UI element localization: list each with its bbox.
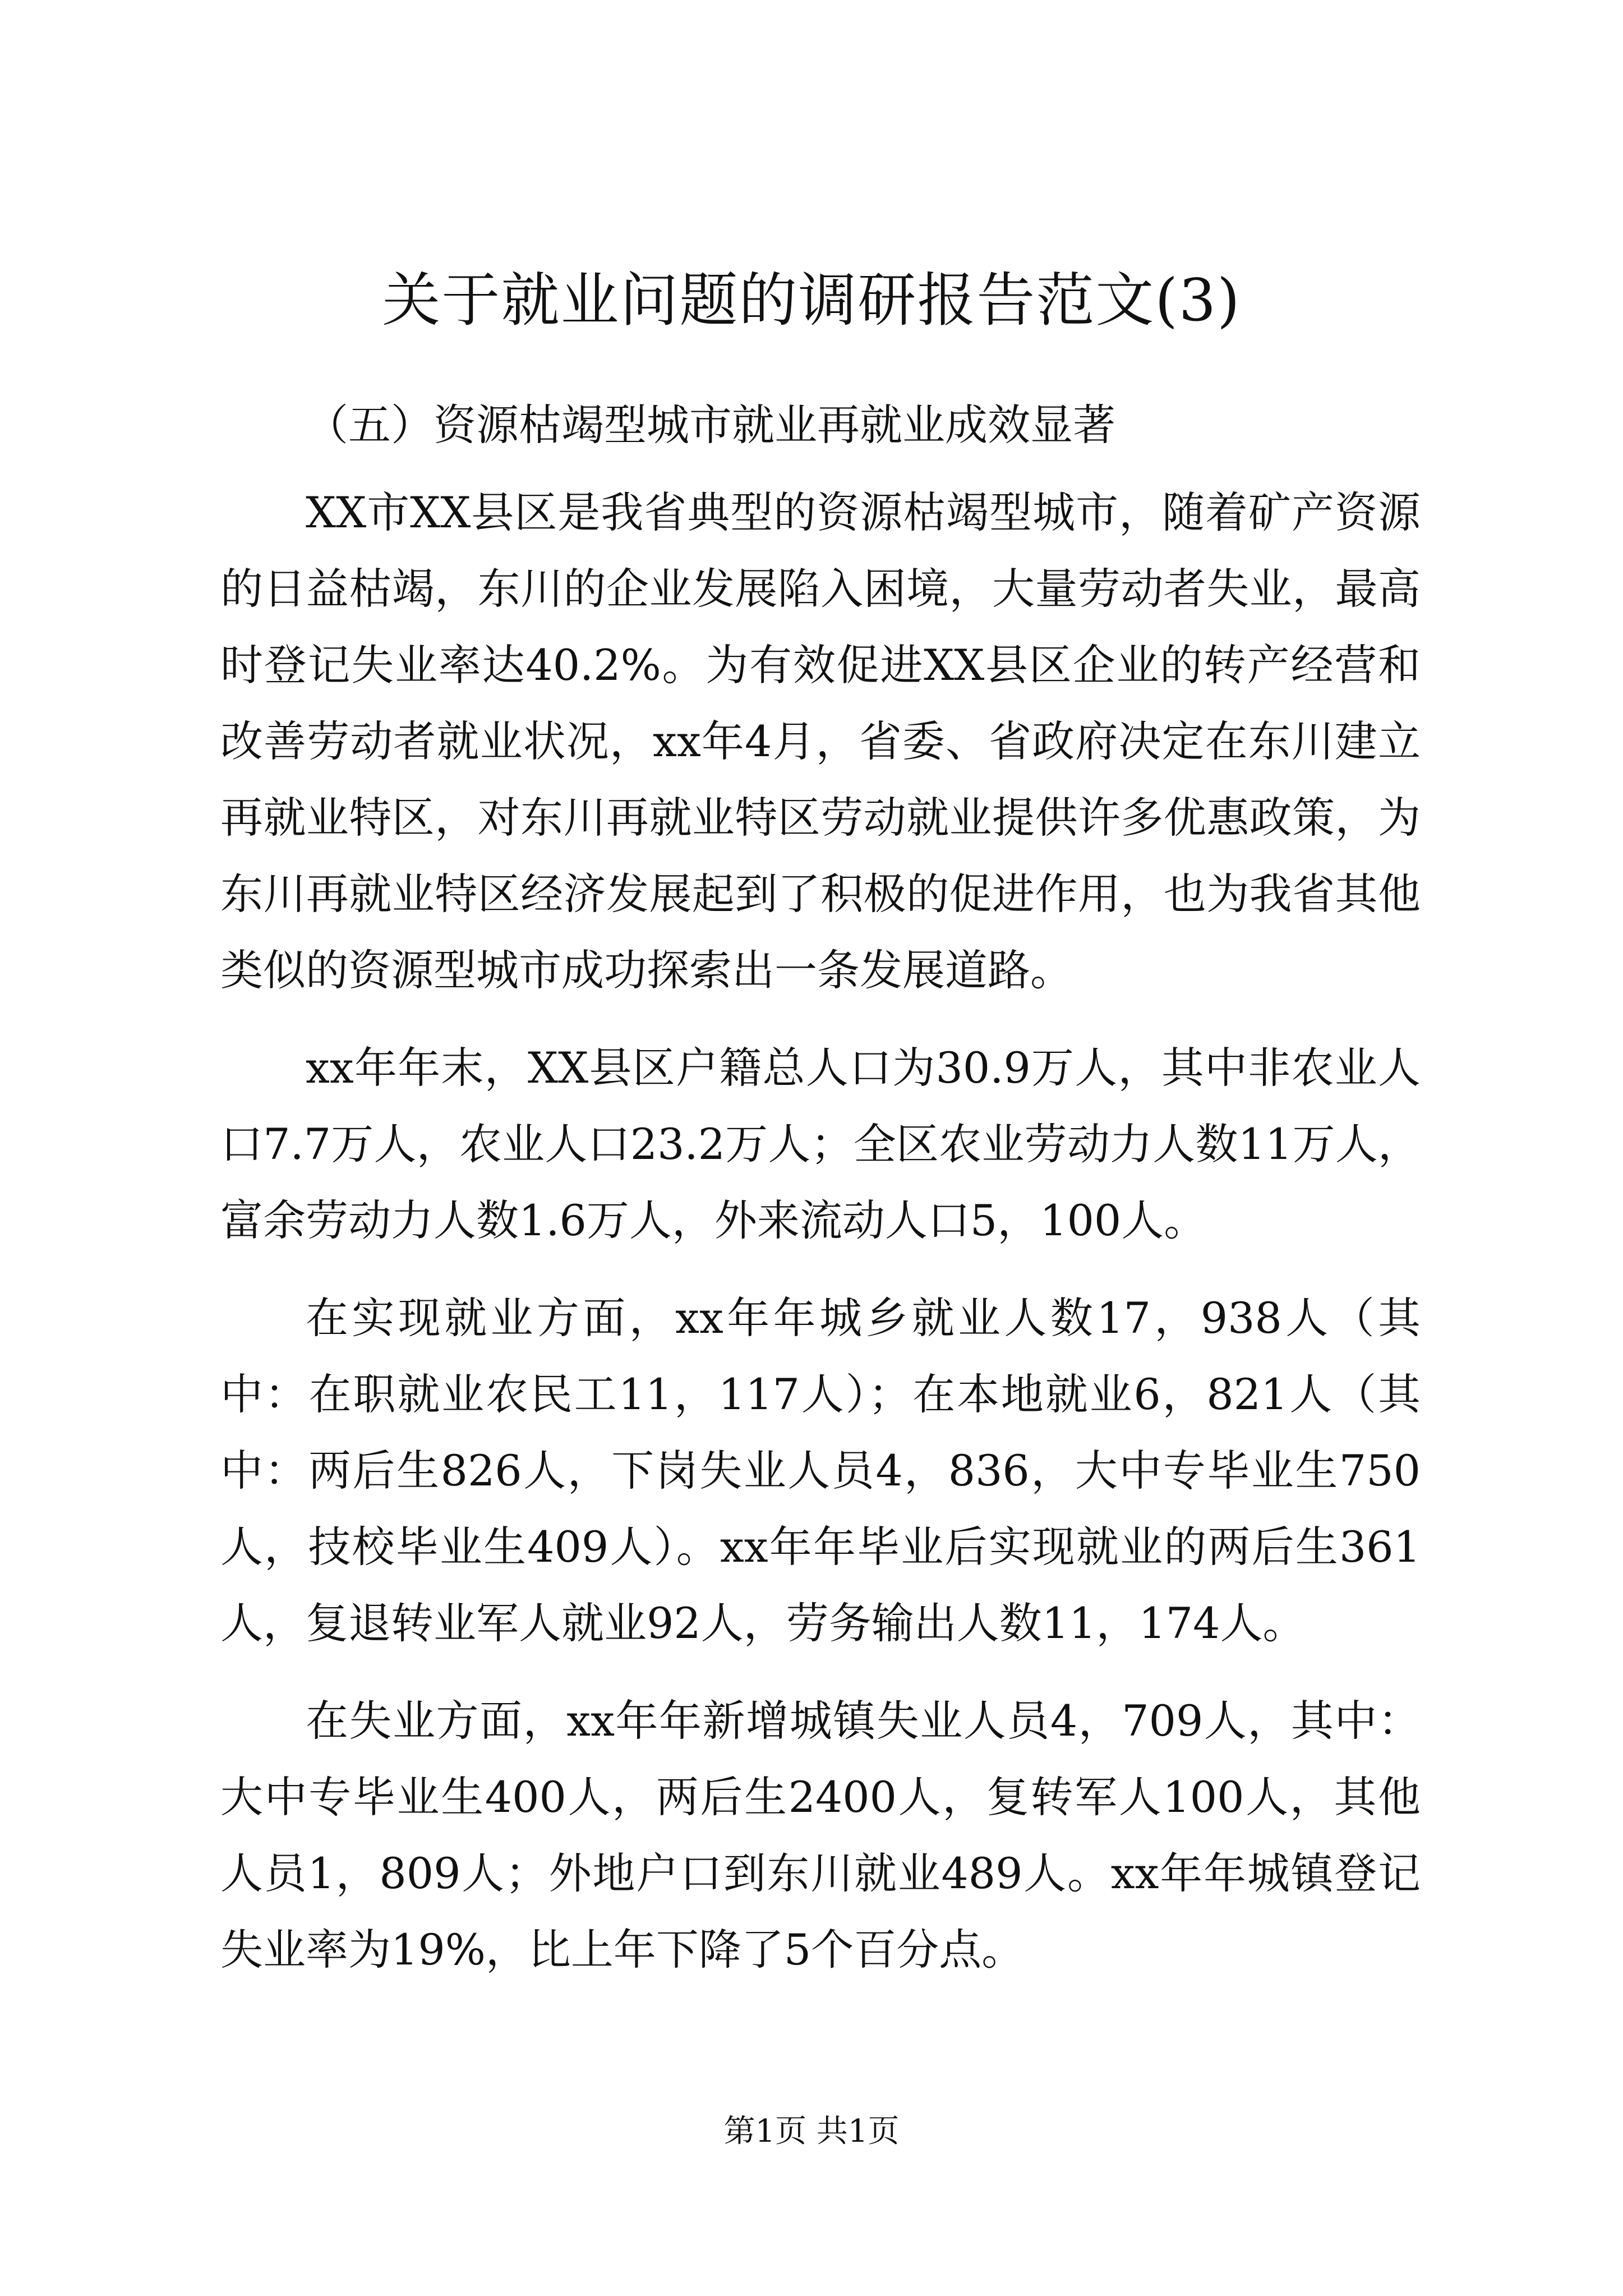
- paragraph-1: XX市XX县区是我省典型的资源枯竭型城市，随着矿产资源的日益枯竭，东川的企业发展陷入困境，大量劳动者失业，最高时登记失业率达40.2%。为有效促进XX县区企业的转产经营和改善劳动者就业状况，xx年4月，省委、省政府决定在东川建立再就业特区，对东川再就业特区劳动就业提供许多优惠政策，为东川再就业特区经济发展起到了积极的促进作用，也为我省其他类似的资源型城市成功探索出一条发展道路。: [220, 487, 1421, 995]
- paragraph-3: 在实现就业方面，xx年年城乡就业人数17，938人（其中：在职就业农民工11，117人）；在本地就业6，821人（其中：两后生826人，下岗失业人员4，836，大中专毕业生750人，技校毕业生409人）。xx年年毕业后实现就业的两后生361人，复退转业军人就业92人，劳务输出人数11，174人。: [220, 1293, 1421, 1648]
- paragraph-2: xx年年末，XX县区户籍总人口为30.9万人，其中非农业人口7.7万人，农业人口23.2万人；全区农业劳动力人数11万人，富余劳动力人数1.6万人，外来流动人口5，100人。: [220, 1043, 1421, 1245]
- page-footer: 第1页 共1页: [723, 2113, 900, 2150]
- document-title: 关于就业问题的调研报告范文(3): [382, 266, 1241, 334]
- paragraph-4: 在失业方面，xx年年新增城镇失业人员4，709人，其中：大中专毕业生400人，两后生2400人，复转军人100人，其他人员1，809人；外地户口到东川就业489人。xx年年城镇登记失业率为19%，比上年下降了5个百分点。: [220, 1696, 1421, 1975]
- section-heading: （五）资源枯竭型城市就业再就业成效显著: [306, 400, 1115, 450]
- document-body: [220, 387, 1421, 2009]
